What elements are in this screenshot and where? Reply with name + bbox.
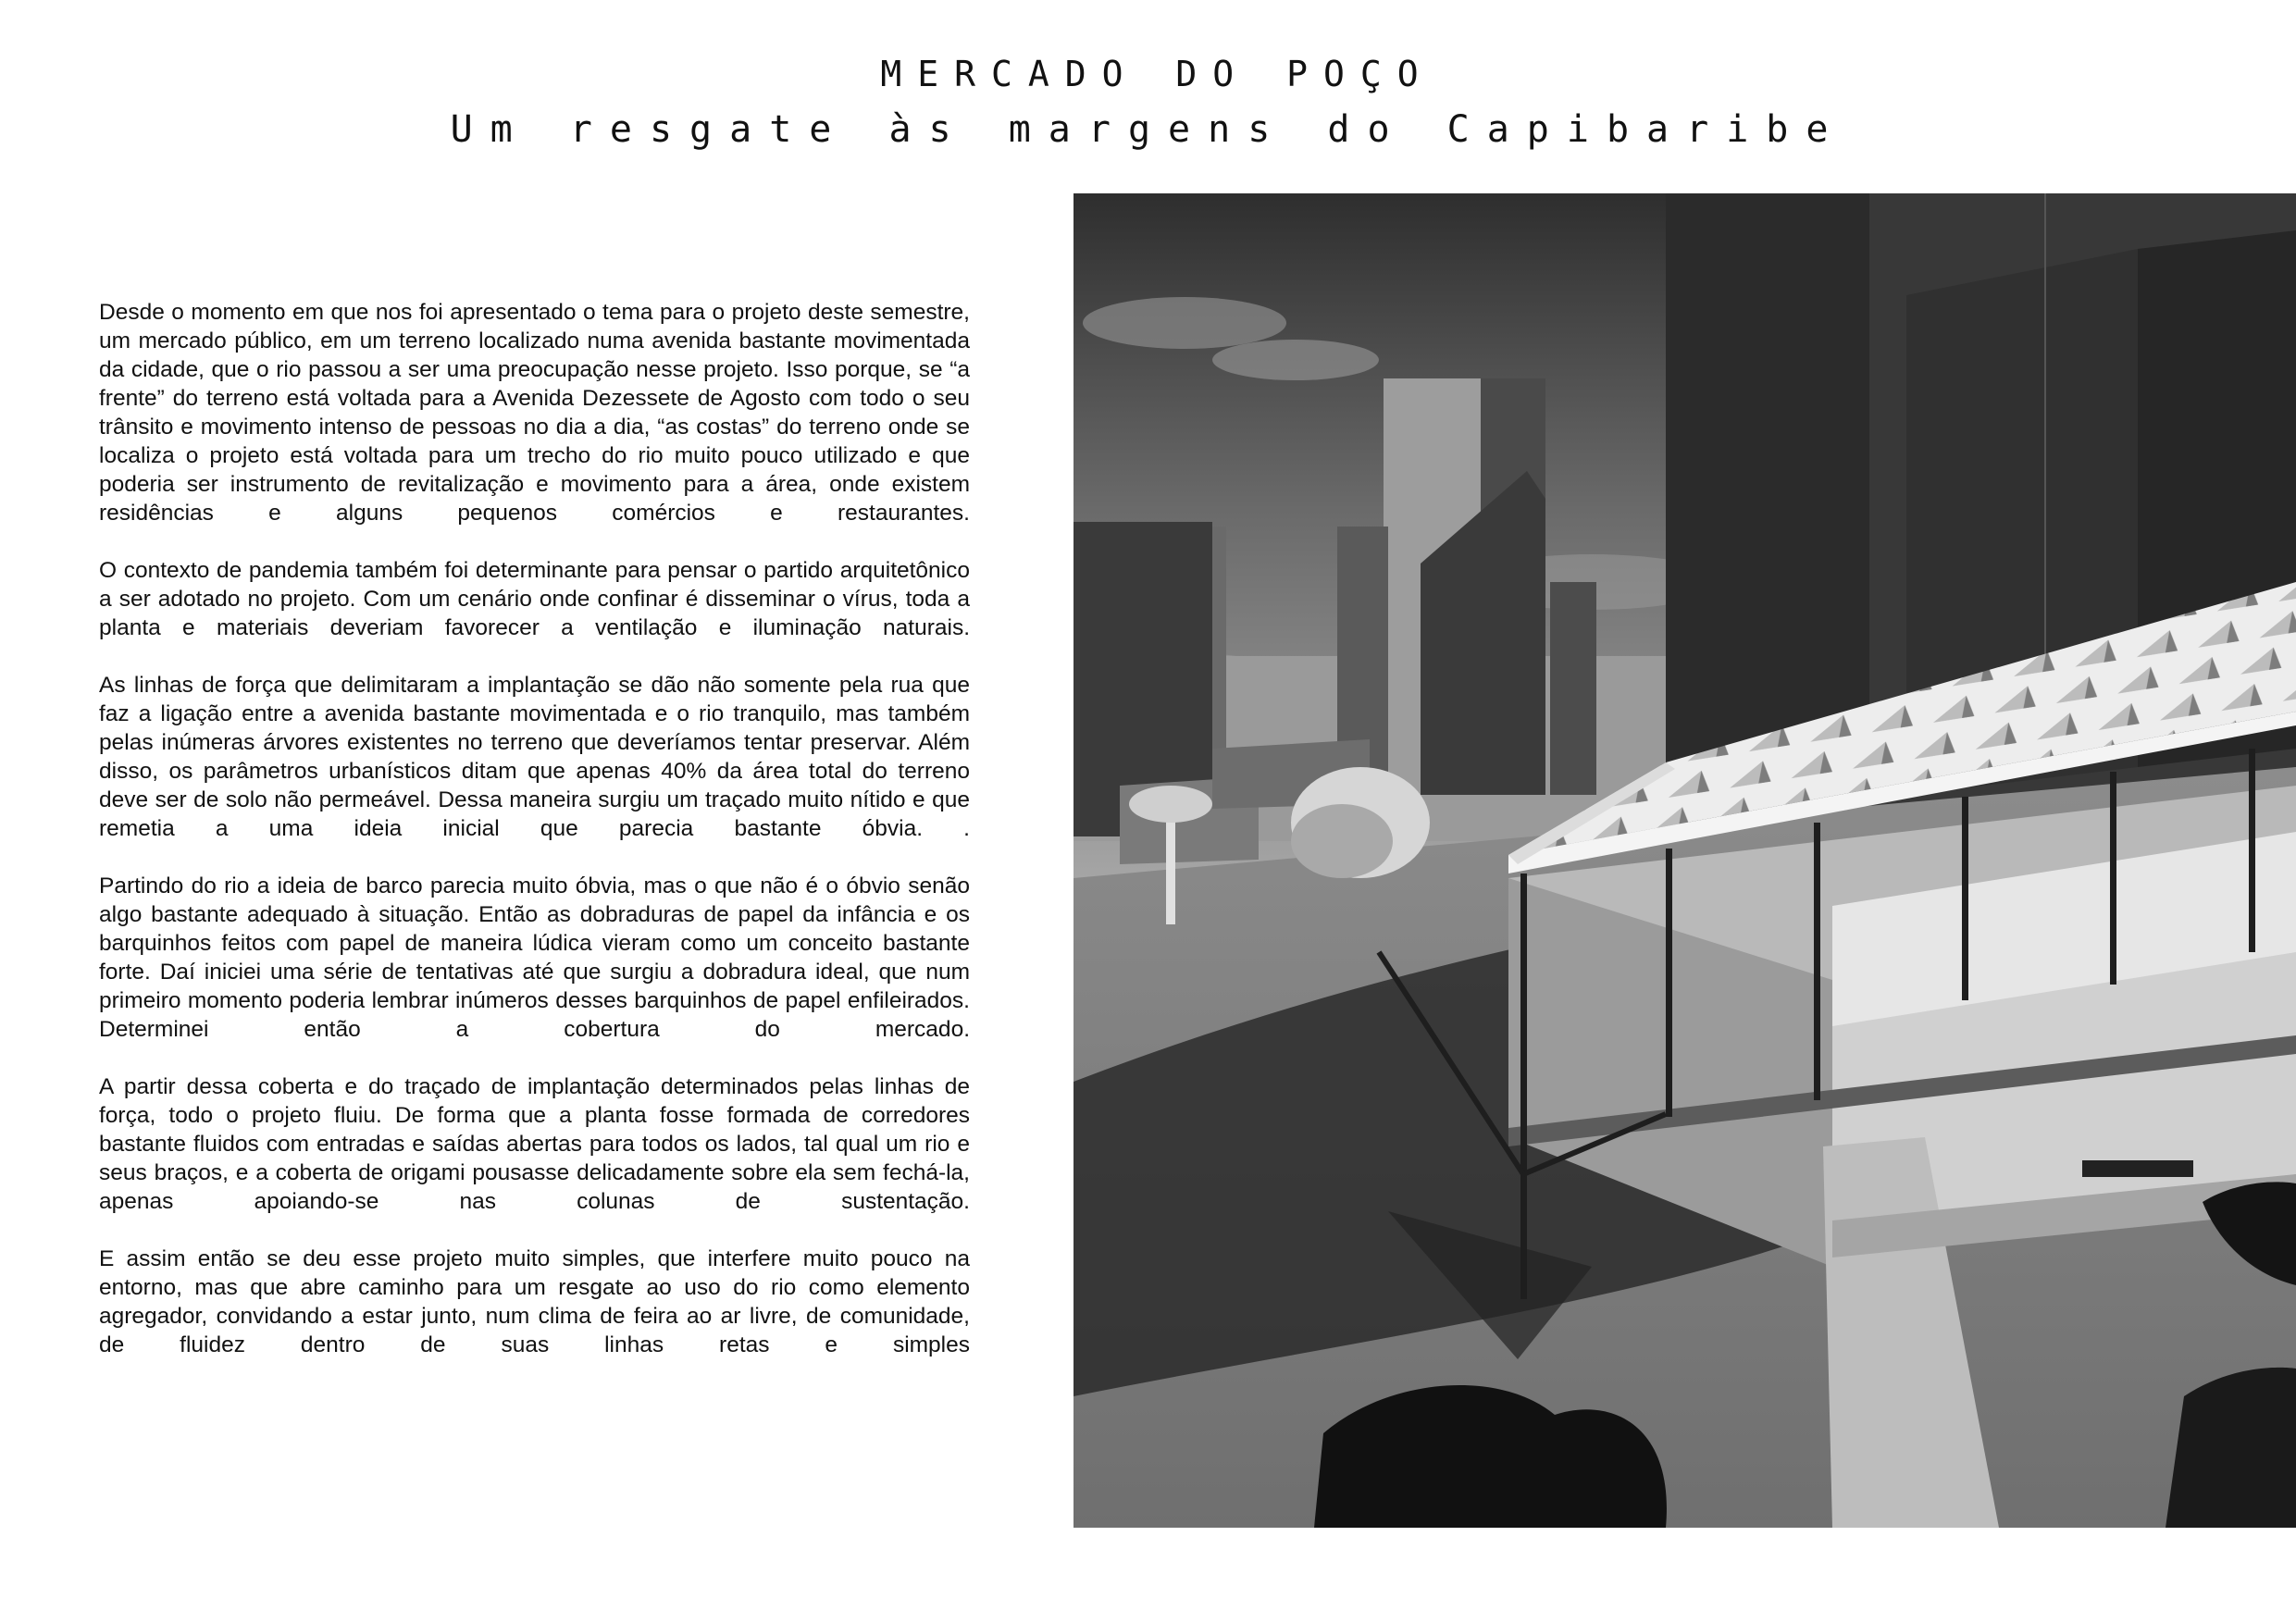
page-subtitle: Um resgate às margens do Capibaribe — [450, 108, 1846, 151]
paragraph-1: Desde o momento em que nos foi apresentado o tema para o projeto deste semestre, um mercado público, em um terreno localizado numa avenida bastante movimentada da cidade, que o rio passou a ser uma preocupação nesse projeto. Isso porque, se “a frente” do terreno está voltada para a Avenida Dezessete de Agosto com todo o seu trânsito e movimento intenso de pessoas no dia a dia, “as costas” do terreno onde se localiza o projeto está voltada para um trecho do rio muito pouco utilizado e que poderia ser instrumento de revitalização e movimento para a área, onde existem residências e alguns pequenos comércios e restaurantes. — [99, 300, 970, 526]
text-column — [99, 298, 970, 1388]
paragraph-5: A partir dessa coberta e do traçado de implantação determinados pelas linhas de força, todo o projeto fluiu. De forma que a planta fosse formada de corredores bastante fluidos com entradas e saídas abertas para todos os lados, tal qual um rio e seus braços, e a coberta de origami pousasse delicadamente sobre ela sem fechá-la, apenas apoiando-se nas colunas de sustentação. — [99, 1074, 970, 1214]
paragraph-3: As linhas de força que delimitaram a implantação se dão não somente pela rua que faz a ligação entre a avenida bastante movimentada e o rio tranquilo, mas também pelas inúmeras árvores existentes no terreno que deveríamos tentar preservar. Além disso, os parâmetros urbanísticos ditam que apenas 40% da área total do terreno deve ser de solo não permeável. Dessa maneira surgiu um traçado muito nítido e que remetia a uma ideia inicial que parecia bastante óbvia. . — [99, 673, 970, 841]
page-header — [0, 51, 2296, 153]
render-illustration — [1074, 193, 2296, 1528]
paragraph-6: E assim então se deu esse projeto muito simples, que interfere muito pouco na entorno, mas que abre caminho para um resgate ao uso do rio como elemento agregador, convidando a estar junto, num clima de feira ao ar livre, de comunidade, de fluidez dentro de suas linhas retas e simples — [99, 1246, 970, 1357]
paragraph-2: O contexto de pandemia também foi determinante para pensar o partido arquitetônico a ser adotado no projeto. Com um cenário onde confinar é disseminar o vírus, toda a planta e materiais deveriam favorecer a ventilação e iluminação naturais. — [99, 558, 970, 640]
paragraph-4: Partindo do rio a ideia de barco parecia muito óbvia, mas o que não é o óbvio senão algo bastante adequado à situação. Então as dobraduras de papel da infância e os barquinhos feitos com papel de maneira lúdica vieram como um conceito bastante forte. Daí iniciei uma série de tentativas até que surgiu a dobradura ideal, que num primeiro momento poderia lembrar inúmeros desses barquinhos de papel enfileirados. Determinei então a cobertura do mercado. — [99, 873, 970, 1042]
architectural-render-image — [1074, 193, 2296, 1528]
page-title: MERCADO DO POÇO — [880, 54, 1434, 94]
